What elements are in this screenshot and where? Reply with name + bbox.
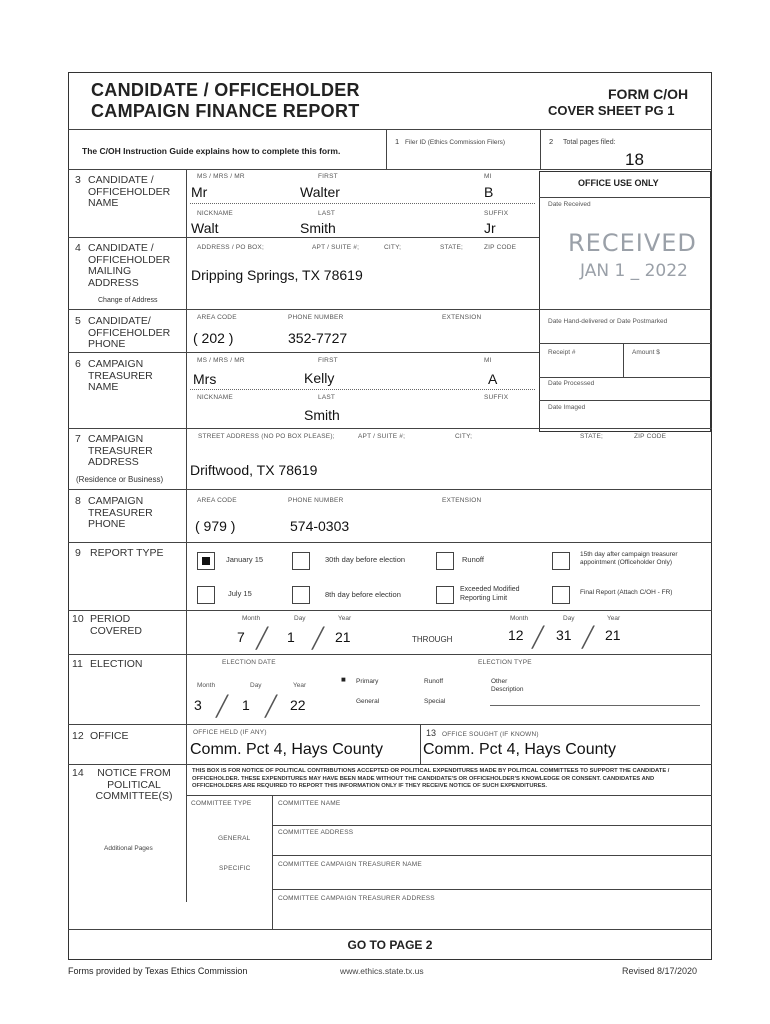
s14-label: NOTICE FROM POLITICAL COMMITTEE(S): [95, 767, 173, 802]
instructions-text: The C/OH Instruction Guide explains how to complete this form.: [82, 146, 341, 156]
committee-address-label: COMMITTEE ADDRESS: [278, 829, 354, 836]
d8-checkbox[interactable]: [292, 586, 310, 604]
s10-num: 10: [72, 613, 84, 625]
s5-label: CANDIDATE/ OFFICEHOLDER PHONE: [88, 315, 171, 350]
s3-label: CANDIDATE / OFFICEHOLDER NAME: [88, 174, 171, 209]
office-sought-value[interactable]: Comm. Pct 4, Hays County: [423, 741, 616, 758]
s5-area-label: AREA CODE: [197, 314, 237, 321]
final-checkbox[interactable]: [552, 586, 570, 604]
s6-num: 6: [75, 358, 81, 370]
s13-num: 13: [426, 728, 437, 738]
committee-general-label: GENERAL: [218, 835, 251, 842]
form-id: FORM C/OH: [608, 86, 689, 102]
through-label: THROUGH: [412, 635, 453, 644]
change-of-address-label: Change of Address: [98, 297, 158, 304]
s3-num: 3: [75, 174, 81, 186]
footer-url[interactable]: www.ethics.state.tx.us: [340, 966, 424, 976]
office-use-box: [539, 171, 711, 432]
s7-num: 7: [75, 433, 81, 445]
jan15-label: January 15: [226, 555, 264, 564]
committee-specific-label: SPECIFIC: [219, 865, 251, 872]
s12-num: 12: [72, 730, 84, 742]
s8-phone-value[interactable]: 574-0303: [290, 518, 350, 534]
s10-to-day-label: Day: [563, 615, 575, 622]
primary-checked-mark: ■: [341, 675, 346, 684]
s3-mi-label: MI: [484, 173, 492, 180]
s7-apt-label: APT / SUITE #;: [358, 433, 406, 440]
runoff-label: Runoff: [462, 555, 484, 564]
s8-num: 8: [75, 495, 81, 507]
s10-to-day[interactable]: 31: [556, 627, 572, 643]
s9-label: REPORT TYPE: [90, 547, 164, 559]
office-use-title: OFFICE USE ONLY: [578, 178, 659, 188]
s6-suffix-label: SUFFIX: [484, 394, 509, 401]
d15-label: 15th day after campaign treasurer appointment (Officeholder Only): [580, 551, 678, 566]
s10-from-year[interactable]: 21: [335, 629, 351, 645]
other-label: Other: [491, 678, 508, 685]
office-held-value[interactable]: Comm. Pct 4, Hays County: [190, 741, 383, 758]
d15-checkbox[interactable]: [552, 552, 570, 570]
committee-treasurer-address-label: COMMITTEE CAMPAIGN TREASURER ADDRESS: [278, 895, 435, 902]
s5-phone-value[interactable]: 352-7727: [288, 330, 348, 346]
s10-label: PERIOD COVERED: [90, 613, 142, 637]
s7-sub: (Residence or Business): [76, 475, 164, 484]
s10-from-year-label: Year: [338, 615, 352, 622]
total-pages-value[interactable]: 18: [625, 150, 644, 169]
s7-label: CAMPAIGN TREASURER ADDRESS: [88, 433, 153, 468]
jul15-checkbox[interactable]: [197, 586, 215, 604]
s4-label: CANDIDATE / OFFICEHOLDER MAILING ADDRESS: [88, 242, 171, 289]
committee-treasurer-label: COMMITTEE CAMPAIGN TREASURER NAME: [278, 861, 422, 868]
s6-prefix-label: MS / MRS / MR: [197, 357, 245, 364]
s7-zip-label: ZIP CODE: [634, 433, 667, 440]
s9-num: 9: [75, 547, 81, 559]
d8-label: 8th day before election: [325, 590, 401, 599]
slash-3: ╱: [532, 627, 545, 649]
total-pages-num: 2: [549, 137, 554, 146]
s4-num: 4: [75, 242, 81, 254]
s11-num: 11: [72, 658, 83, 670]
s10-from-month-label: Month: [242, 615, 261, 622]
jul15-label: July 15: [228, 589, 252, 598]
s6-mi-label: MI: [484, 357, 492, 364]
s6-first-label: FIRST: [318, 357, 338, 364]
s10-to-year[interactable]: 21: [605, 627, 621, 643]
runoff-checkbox[interactable]: [436, 552, 454, 570]
s3-nick-label: NICKNAME: [197, 210, 233, 217]
amount-label: Amount $: [632, 349, 660, 356]
s8-ext-label: EXTENSION: [442, 497, 482, 504]
s10-from-day-label: Day: [294, 615, 306, 622]
s11-runoff-label: Runoff: [424, 678, 444, 685]
general-label: General: [356, 698, 380, 705]
election-date-label: ELECTION DATE: [222, 659, 276, 666]
s6-first-value[interactable]: Kelly: [304, 370, 335, 386]
filer-id-num: 1: [395, 137, 400, 146]
s11-month-label: Month: [197, 682, 216, 689]
s8-phone-label: PHONE NUMBER: [288, 497, 344, 504]
s8-area-label: AREA CODE: [197, 497, 237, 504]
slash-4: ╱: [582, 627, 595, 649]
notice-text: THIS BOX IS FOR NOTICE OF POLITICAL CONTRIBUTIONS ACCEPTED OR POLITICAL EXPENDITURES MADE BY POLITICAL COMMITTEES TO SUPPORT THE CANDIDATE / OFFICEHOLDER. THESE EXPENDITURES MAY HAVE BEEN MADE WITHOUT THE CANDIDATE'S OR OFFICEHOLDER'S KNOWLEDGE OR CONSENT. CANDIDATES AND OFFICEHOLDERS ARE REQUIRED TO REPORT THIS INFORMATION ONLY IF THEY RECEIVE NOTICE OF SUCH EXPENDITURES.: [192, 768, 670, 789]
go-to-page-2[interactable]: GO TO PAGE 2: [347, 938, 433, 952]
s3-prefix-value[interactable]: Mr: [191, 184, 208, 200]
received-stamp: RECEIVED: [568, 229, 697, 257]
s11-label: ELECTION: [90, 658, 143, 670]
s5-num: 5: [75, 315, 81, 327]
slash-2: ╱: [312, 628, 325, 650]
s10-to-year-label: Year: [607, 615, 621, 622]
election-type-label: ELECTION TYPE: [478, 659, 532, 666]
s3-last-value[interactable]: Smith: [300, 220, 336, 236]
s10-from-day[interactable]: 1: [287, 629, 295, 645]
description-label: Description: [491, 686, 524, 693]
filer-id-label: Filer ID (Ethics Commission Filers): [405, 139, 506, 146]
s6-prefix-value[interactable]: Mrs: [193, 371, 217, 387]
office-sought-label: OFFICE SOUGHT (IF KNOWN): [442, 731, 539, 738]
s8-area-value[interactable]: ( 979 ): [195, 518, 236, 534]
s5-phone-label: PHONE NUMBER: [288, 314, 344, 321]
s3-nick-value[interactable]: Walt: [191, 220, 219, 236]
s3-suffix-label: SUFFIX: [484, 210, 509, 217]
s3-suffix-value[interactable]: Jr: [484, 220, 496, 236]
additional-pages-label: Additional Pages: [104, 845, 153, 852]
total-pages-label: Total pages filed:: [563, 139, 616, 146]
d30-label: 30th day before election: [325, 555, 406, 564]
s4-zip-label: ZIP CODE: [484, 244, 517, 251]
s4-city-label: CITY;: [384, 244, 402, 251]
election-month[interactable]: 3: [194, 697, 202, 713]
exceeded-checkbox[interactable]: [436, 586, 454, 604]
s14-num: 14: [72, 767, 84, 779]
s12-label: OFFICE: [90, 730, 129, 742]
form-title-line2: CAMPAIGN FINANCE REPORT: [91, 101, 360, 121]
s4-addr-label: ADDRESS / PO BOX;: [197, 244, 264, 251]
special-label: Special: [424, 698, 446, 705]
s6-mi-value[interactable]: A: [488, 371, 498, 387]
s11-day-label: Day: [250, 682, 262, 689]
election-day[interactable]: 1: [242, 697, 250, 713]
d30-checkbox[interactable]: [292, 552, 310, 570]
s3-prefix-label: MS / MRS / MR: [197, 173, 245, 180]
cover-sheet-label: COVER SHEET PG 1: [548, 103, 675, 118]
jan15-checkbox[interactable]: [197, 552, 215, 570]
s10-to-month[interactable]: 12: [508, 627, 524, 643]
s7-address-value[interactable]: Driftwood, TX 78619: [190, 462, 318, 478]
s6-last-label: LAST: [318, 394, 336, 401]
received-stamp-date: JAN 1 _ 2022: [580, 261, 688, 281]
slash-6: ╱: [265, 696, 278, 718]
form-title-line1: CANDIDATE / OFFICEHOLDER: [91, 80, 360, 100]
s4-state-label: STATE;: [440, 244, 463, 251]
s6-nick-label: NICKNAME: [197, 394, 233, 401]
s3-first-value[interactable]: Walter: [300, 184, 340, 200]
s3-last-label: LAST: [318, 210, 336, 217]
office-held-label: OFFICE HELD (IF ANY): [193, 729, 267, 736]
committee-name-label: COMMITTEE NAME: [278, 800, 341, 807]
s7-addr-label: STREET ADDRESS (NO PO BOX PLEASE);: [198, 433, 335, 440]
footer-provided: Forms provided by Texas Ethics Commission: [68, 966, 248, 976]
committee-type-label: COMMITTEE TYPE: [191, 800, 252, 807]
final-label: Final Report (Attach C/OH - FR): [580, 589, 673, 596]
s10-to-month-label: Month: [510, 615, 529, 622]
s5-ext-label: EXTENSION: [442, 314, 482, 321]
s6-label: CAMPAIGN TREASURER NAME: [88, 358, 153, 393]
s10-from-month[interactable]: 7: [237, 629, 245, 645]
s7-city-label: CITY;: [455, 433, 473, 440]
primary-label: Primary: [356, 678, 379, 685]
slash-5: ╱: [216, 696, 229, 718]
s7-state-label: STATE;: [580, 433, 603, 440]
s8-label: CAMPAIGN TREASURER PHONE: [88, 495, 153, 530]
s5-area-value[interactable]: ( 202 ): [193, 330, 234, 346]
processed-label: Date Processed: [548, 380, 595, 387]
slash-1: ╱: [256, 628, 269, 650]
receipt-label: Receipt #: [548, 349, 576, 356]
exceeded-label: Exceeded Modified Reporting Limit: [460, 586, 520, 602]
date-received-label: Date Received: [548, 201, 591, 208]
imaged-label: Date Imaged: [548, 404, 586, 411]
s11-year-label: Year: [293, 682, 307, 689]
s3-mi-value[interactable]: B: [484, 184, 494, 200]
s3-first-label: FIRST: [318, 173, 338, 180]
footer-revised: Revised 8/17/2020: [622, 966, 698, 976]
s4-address-value[interactable]: Dripping Springs, TX 78619: [191, 267, 363, 283]
s6-last-value[interactable]: Smith: [304, 407, 340, 423]
election-year[interactable]: 22: [290, 697, 306, 713]
s4-apt-label: APT / SUITE #;: [312, 244, 360, 251]
hand-delivered-label: Date Hand-delivered or Date Postmarked: [548, 318, 668, 325]
